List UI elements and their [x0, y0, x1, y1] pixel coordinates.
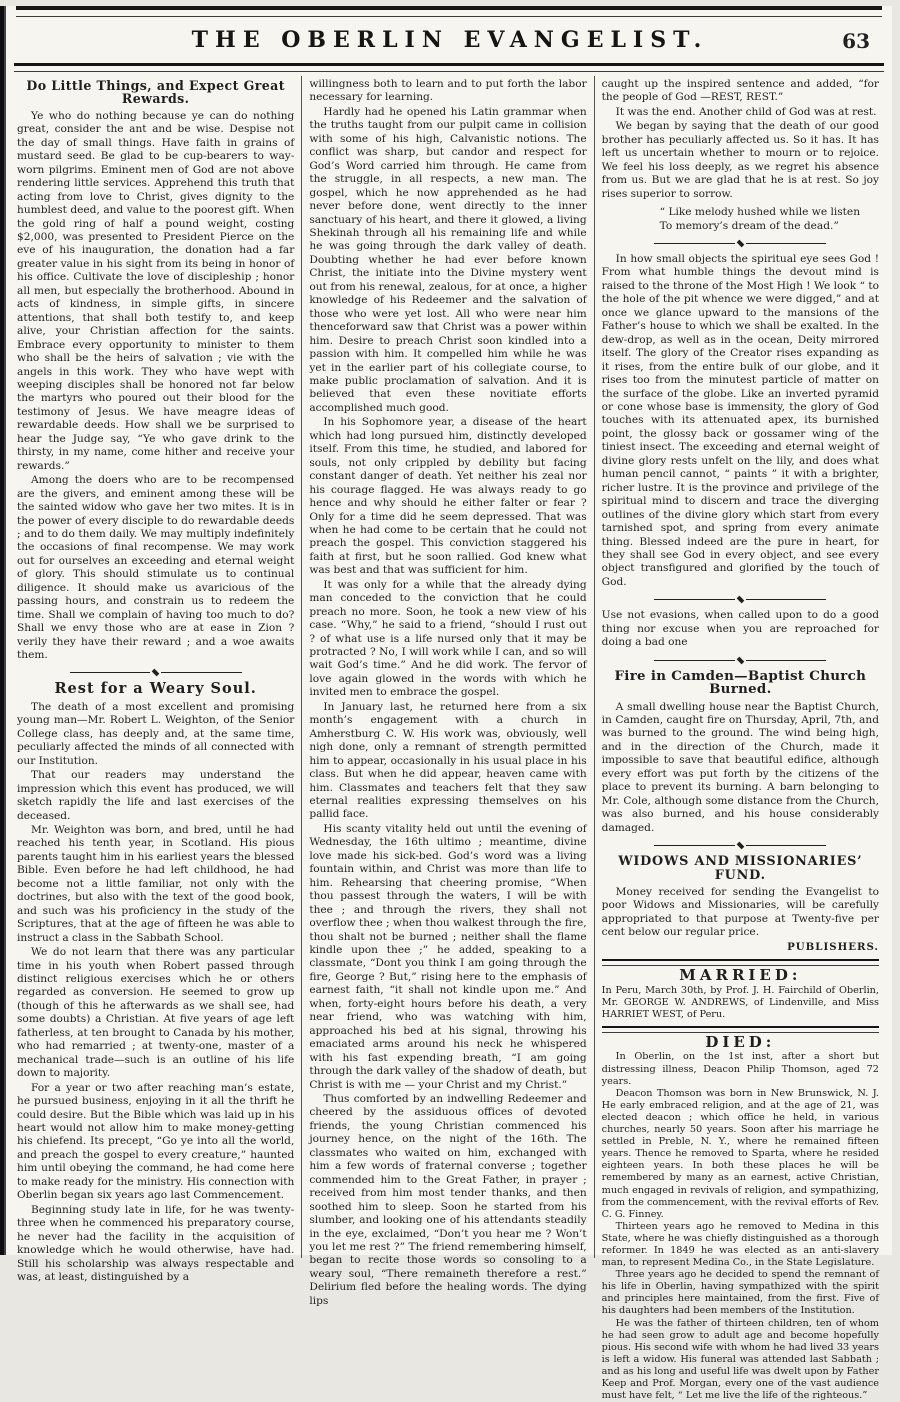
signature: PUBLISHERS.: [787, 940, 879, 953]
paragraph: He was the father of thirteen children, ten of whom he had seen grow to adult age and become hopefully pious. His second wife with whom he had lived 33 years is left a widow. His funeral was attended last Sabbath ; and as his long and useful life was dwelt upon by Father Keep and Prof. Morgan, every one of the vast audience must have felt, “ Let me live the life of the righteous.”: [601, 1317, 879, 1402]
paragraph: Money received for sending the Evangelist to poor Widows and Missionaries, will be carefully appropriated to that purpose at Twenty-five per cent below our regular price.: [601, 886, 879, 939]
section-divider: [654, 596, 826, 603]
paragraph: Beginning study late in life, for he was twenty-three when he commenced his preparatory course, he never had the facility in the acquisition of knowledge which he would otherwise, have had. Still his scholarship was always respectable and was, at least, distinguished by a: [17, 1203, 295, 1283]
paragraph: In Oberlin, on the 1st inst, after a short but distressing illness, Deacon Philip Thomson, aged 72 years.: [601, 1051, 879, 1087]
column-1: [10, 76, 301, 1283]
paragraph: For a year or two after reaching man’s estate, he pursued business, enjoying in it all the thrift he could desire. But the Bible which was laid up in his heart would not allow him to make money-getting his chiefend. Its precept, “Go ye into all the world, and preach the gospel to every creature,” haunted him until obeying the command, he had come here to make ready for the ministry. His connection with Oberlin began six years ago last Commencement.: [17, 1081, 295, 1202]
article-headline: Do Little Things, and Expect Great Rewards.: [26, 78, 285, 107]
paragraph: Thus comforted by an indwelling Redeemer and cheered by the assiduous offices of devoted friends, the young Christian commenced his journey hence, on the night of the 16th. The classmates who waited on him, exchanged with him a few words of fraternal converse ; together commended him to the Great Father, in prayer ; received from him most tender thanks, and then soothed him to sleep. Soon he started from his slumber, and looking one of his attendants steadily in the eye, exclaimed, “Don’t you hear me ? Won’t you let me rest ?” The friend remembering himself, began to recite those words so consoling to a weary soul, “There remaineth therefore a rest.” Delirium fled before the healing words. The dying lips: [309, 1092, 587, 1307]
heavy-rule: [602, 1026, 879, 1033]
columns: [8, 72, 892, 1402]
married-headline: MARRIED:: [679, 966, 802, 985]
masthead-rule: [14, 63, 884, 72]
article-headline: Fire in Camden—Baptist Church Burned.: [614, 667, 867, 698]
paragraph: Among the doers who are to be recompensed are the givers, and eminent among these will be the sainted widow who gave her two mites. It is in the power of every disciple to do rewardable deeds ; and to do them daily. We may multiply indefinitely the occasions of final recompense. We may work out for ourselves an exceeding and eternal weight of glory. This should stimulate us to continual diligence. It should make us avaricious of the passing hours, and constrain us to redeem the time. Shall we complain of having too much to do? Shall we envy those who are at ease in Zion ? verily they have their reward ; and a woe awaits them.: [17, 474, 295, 662]
paragraph: It was the end. Another child of God was at rest.: [615, 105, 877, 118]
article-headline: Rest for a Weary Soul.: [54, 680, 257, 698]
poem-line: “ Like melody hushed while we listen: [659, 206, 861, 219]
diamond-ornament-icon: [736, 656, 744, 664]
poem-quote: [660, 206, 879, 233]
diamond-ornament-icon: [736, 842, 744, 850]
column-2: [301, 76, 594, 1307]
paragraph: Three years ago he decided to spend the remnant of his life in Oberlin, having sympathized with the spirit and principles here maintained, from the first. Five of his daughters had been members of the Institution.: [601, 1269, 879, 1317]
paragraph: Mr. Weighton was born, and bred, until he had reached his tenth year, in Scotland. His pious parents taught him in his earliest years the blessed Bible. Even before he had left childhood, he had become not a little familiar, not only with the doctrines, but also with the text of the good book, and such was his proficiency in the study of the Scriptures, that at the age of fifteen he was able to instruct a class in the Sabbath School.: [17, 824, 295, 944]
diamond-ornament-icon: [152, 669, 160, 677]
paragraph: In Peru, March 30th, by Prof. J. H. Fairchild of Oberlin, Mr. GEORGE W. ANDREWS, of Lindenville, and Miss HARRIET WEST, of Peru.: [601, 984, 879, 1020]
paragraph: We do not learn that there was any particular time in his youth when Robert passed through distinct religious exercises which he or others regarded as conversion. He seemed to grow up (though of this he afterwards as we shall see, had some doubts) a Christian. At five years of age left fatherless, at ten brought to Canada by his mother, who had remarried ; at twenty-one, master of a mechanical trade—such is an outline of his life down to majority.: [17, 946, 295, 1080]
paragraph: Thirteen years ago he removed to Medina in this State, where he was chiefly distinguished as a thorough reformer. In 1849 he was elected as an anti-slavery man, to represent Medina Co., in the State Legislature.: [601, 1220, 879, 1269]
paragraph: Use not evasions, when called upon to do a good thing nor excuse when you are reproached for doing a bad one: [601, 609, 879, 649]
heavy-rule: [602, 959, 879, 966]
signature-row: [602, 941, 879, 954]
page-title: THE OBERLIN EVANGELIST.: [191, 27, 709, 53]
section-divider: [654, 240, 826, 247]
page-number: 63: [842, 29, 870, 53]
top-rule: [16, 6, 882, 17]
newspaper-page: [0, 6, 892, 1402]
paragraph: His scanty vitality held out until the evening of Wednesday, the 16th ultimo ; meantime, divine love made his sick-bed. God’s word was a living fountain within, and Christ was more than life to him. Rehearsing that cheering promise, “When thou passest through the waters, I will be with thee ; and through the rivers, they shall not overflow thee ; when thou walkest through the fire, thou shalt not be burned ; neither shall the flame kindle upon thee ;” he added, speaking to a classmate, “Dont you think I am going through the fire, George ? But,” rising here to the emphasis of earnest faith, “it shall not kindle upon me.” And when, forty-eight hours before his death, a very near friend, who was watching with him, approached his bed at his signal, throwing his emaciated arms around his neck he whispered with his fast expending breath, “I am going through the dark valley of the shadow of death, but Christ is with me — your Christ and my Christ.”: [309, 822, 587, 1091]
section-divider: [654, 842, 826, 849]
died-headline: DIED:: [705, 1033, 776, 1052]
paragraph: Ye who do nothing because ye can do nothing great, consider the ant and be wise. Despise not the day of small things. Have faith in grains of mustard seed. Be glad to be cup-bearers to way-worn pilgrims. Eminent men of God are not above rendering little services. Apprehend this truth that acting from love to Christ, gives dignity to the humblest deed, and value to the poorest gift. When the gold ring of half a pound weight, costing $2,000, was presented to President Pierce on the eve of his inauguration, the donation had a far greater value in his sight from its being in honor of his office. Cultivate the love of discipleship ; honor all men, but especially the brotherhood. Abound in acts of kindness, in simple gifts, in sincere attentions, that shall both testify to, and keep alive, your Christian affection for the saints. Embrace every opportunity to minister to them who shall be the heirs of salvation ; vie with the angels in this work. They who have wept with weeping disciples shall be honored not far below the martyrs who poured out their blood for the testimony of Jesus. We have meagre ideas of rewardable deeds. How shall we be surprised to hear the Judge say, “Ye who gave drink to the thirsty, in my name, come hither and receive your rewards.”: [17, 109, 295, 472]
paragraph: In his Sophomore year, a disease of the heart which had long pursued him, distinctly developed itself. From this time, he studied, and labored for souls, not only crippled by debility but facing constant danger of death. Yet neither his zeal nor his courage flagged. He was always ready to go hence and why should he either falter or fear ? Only for a time did he seem depressed. That was when he had come to be certain that he could not preach the gospel. This conviction staggered his faith at first, but he soon rallied. God knew what was best and that was sufficient for him.: [309, 416, 587, 577]
paragraph: caught up the inspired sentence and added, “for the people of God —REST, REST.”: [601, 78, 879, 104]
paragraph: In January last, he returned here from a six month’s engagement with a church in Amherstburg C. W. His work was, obviously, well nigh done, only a remnant of strength permitted him to appear, occasionally in his usual place in his class. But when he did appear, heaven came with him. Classmates and teachers felt that they saw eternal realities expressing themselves on his pallid face.: [309, 700, 587, 821]
paragraph: Deacon Thomson was born in New Brunswick, N. J. He early embraced religion, and at the age of 21, was elected deacon ; which office he held, in various churches, nearly 50 years. Soon after his marriage he settled in Preble, N. Y., where he remained fifteen years. Thence he removed to Sparta, where he resided eighteen years. In both these places he will be remembered by many as an earnest, active Christian, much engaged in revivals of religion, and sympathizing, from the commencement, with the revival efforts of Rev. C. G. Finney.: [601, 1087, 879, 1220]
section-divider: [70, 669, 242, 676]
paragraph: We began by saying that the death of our good brother has peculiarly affected us. So it has. It has left us uncertain whether to mourn or to rejoice. We feel his loss deeply, as we regret his absence from us. But we are glad that he is at rest. So joy rises superior to sorrow.: [601, 120, 879, 200]
section-divider: [654, 657, 826, 664]
diamond-ornament-icon: [736, 240, 744, 248]
paragraph: Hardly had he opened his Latin grammar when the truths taught from our pulpit came in collision with some of his high, Calvanistic notions. The conflict was sharp, but candor and respect for God’s Word carried him through. He came from the struggle, in all respects, a new man. The gospel, which he now apprehended as he had never before done, went directly to the inner sanctuary of his heart, and there it glowed, a living Shekinah through all his remaining life and while he was going through the dark valley of death. Doubting whether he had ever before known Christ, the initiate into the Divine mystery went out from his renewal, zealous, for at once, a higher knowledge of his Redeemer and the salvation of those who were yet lost. All who were near him thenceforward saw that Christ was a power within him. Desire to preach Christ soon kindled into a passion with him. It compelled him while he was yet in the earlier part of his collegiate course, to make public proclamation of salvation. And it is believed that even these novitiate efforts accomplished much good.: [309, 105, 587, 414]
paragraph: The death of a most excellent and promising young man—Mr. Robert L. Weighton, of the Senior College class, has deeply and, at the same time, peculiarly affected the minds of all connected with our Institution.: [17, 700, 295, 767]
diamond-ornament-icon: [736, 596, 744, 604]
column-3: [595, 76, 886, 1402]
poem-line: To memory’s dream of the dead.”: [659, 219, 839, 232]
paragraph: willingness both to learn and to put forth the labor necessary for learning.: [309, 78, 587, 104]
paragraph: It was only for a while that the already dying man conceded to the conviction that he could preach no more. Soon, he took a new view of his case. “Why,” he said to a friend, “should I rust out ? of what use is a life nursed only that it may be protracted ? No, I will work while I can, and so will wait God’s time.” And he did work. The fervor of love again glowed in the words with which he invited men to embrace the gospel.: [309, 578, 587, 699]
article-headline: WIDOWS AND MISSIONARIES’ FUND.: [618, 854, 863, 883]
paragraph: In how small objects the spiritual eye sees God ! From what humble things the devout mind is raised to the throne of the Most High ! We look “ to the hole of the pit whence we were digged,” and at once we glance upward to the mansions of the Father’s house to which we shall be exalted. In the dew-drop, as well as in the ocean, Deity mirrored itself. The glory of the Creator rises expanding as it rises, from the entire bulk of our globe, and it rises too from the minutest particle of matter on the surface of the globe. Like an inverted pyramid or cone whose base is immensity, the glory of God touches with its attenuated apex, its burnished point, the glossy back or gossamer wing of the tiniest insect. The exceeding and eternal weight of divine glory rests unfelt on the lily, and does what human pencil cannot, “ paints ” it with a brighter, richer lustre. It is the province and privilege of the spiritual mind to discern and trace the diverging outlines of the divine glory which start from every tarnished spot, and spring from every animate thing. Blessed indeed are the pure in heart, for they shall see God in every object, and see every object transfigured and glorified by the touch of God.: [601, 252, 879, 588]
paragraph: A small dwelling house near the Baptist Church, in Camden, caught fire on Thursday, April, 7th, and was burned to the ground. The wind being high, and in the direction of the Church, made it impossible to save that beautiful edifice, although every effort was put forth by the citizens of the place to prevent its burning. A barn belonging to Mr. Cole, although some distance from the Church, was also burned, and his house considerably damaged.: [601, 700, 879, 834]
masthead: [8, 17, 892, 61]
paragraph: That our readers may understand the impression which this event has produced, we will sketch rapidly the life and last exercises of the deceased.: [17, 769, 295, 822]
